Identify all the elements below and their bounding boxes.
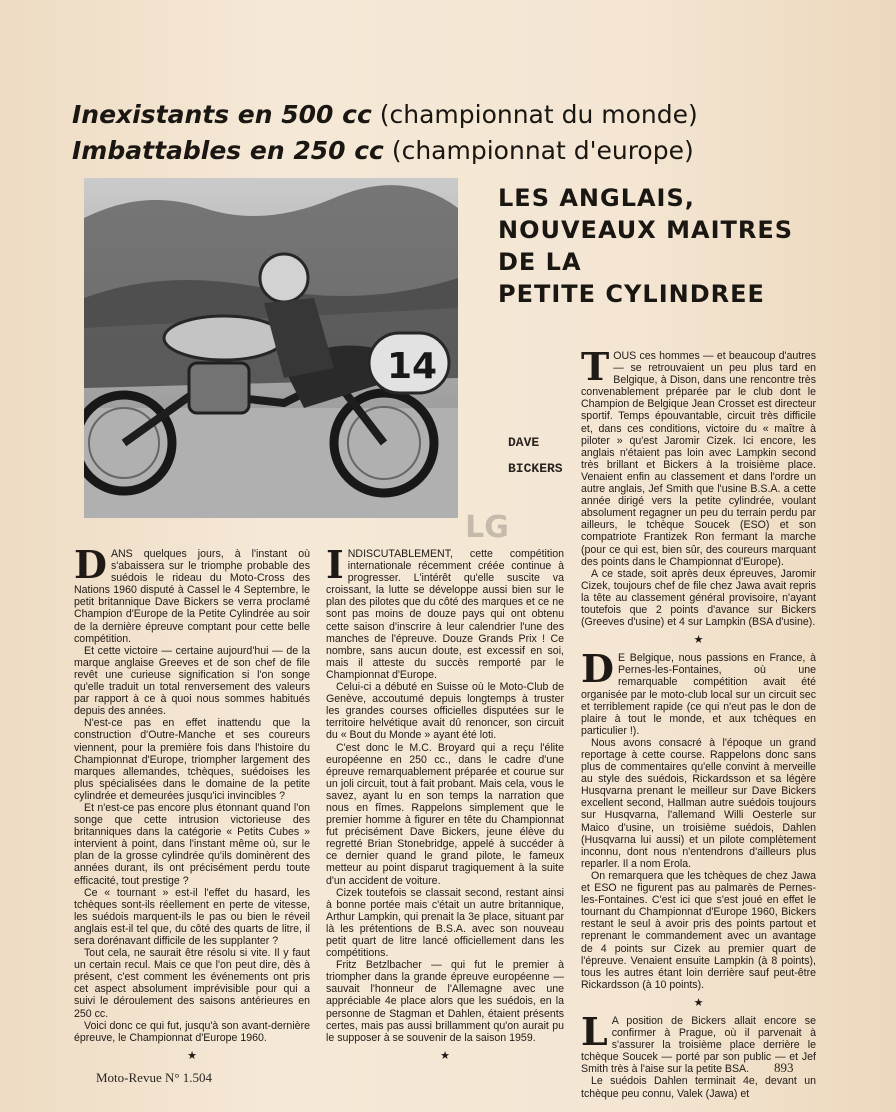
paragraph: D E Belgique, nous passions en France, à Pernes-les-Fontaines, où une remarquable compétition avait été organisée par le moto-club local sur un circuit sec et terriblement rapide (ce qui n'eut pas le don de plaire à tout le monde, et aux tchèques en particulier !). [581, 646, 816, 737]
caption-line: DAVE [508, 435, 540, 450]
headline-2-rest: (championnat d'europe) [391, 136, 694, 165]
headline-1-bold: Inexistants en 500 cc [72, 100, 372, 129]
page-number: 893 [774, 1060, 794, 1075]
paragraph: N'est-ce pas en effet inattendu que la construction d'Outre-Manche et ses coureurs viennent, pour la première fois dans l'histoire du Championnat d'Europe, triompher largement des marques allemandes, tchèques, suédoises les plus spécialisées dans le domaine de la petite cylindrée et demeurées jusqu'ici invincibles ? [74, 717, 310, 802]
title-line: PETITE CYLINDREE [498, 280, 765, 308]
caption-line: BICKERS [508, 461, 563, 476]
paragraph: Ce « tournant » est-il l'effet du hasard, les tchèques sont-ils réellement en perte de vitesse, les suédois marquent-ils le pas ou bien le réveil anglais est-il tel que, du côté des quarts de litre, il sera dorénavant difficile de les supplanter ? [74, 886, 310, 947]
title-line: DE LA [498, 248, 582, 276]
drop-cap: D [581, 646, 614, 692]
paragraph: Et n'est-ce pas encore plus étonnant quand l'on songe que cette intrusion victorieuse des britanniques dans la catégorie « Petits Cubes » intervient à point, dans l'instant même où, sur le plan de la grosse cylindrée qu'ils dominèrent des années durant, ils ont précisément perdu toute efficacité, tout prestige ? [74, 801, 310, 887]
article-column-3 [581, 344, 816, 1100]
section-star: ★ [440, 1049, 450, 1062]
section-star: ★ [693, 996, 704, 1009]
section-star: ★ [187, 1049, 197, 1062]
paragraph: A ce stade, soit après deux épreuves, Jaromir Cizek, toujours chef de file chez Jawa avait repris la tête au classement général provisoire, n'ayant toutefois que 2 points d'avance sur Bickers (Greeves d'usine) et 4 sur Lampkin (BSA d'usine). [581, 567, 816, 629]
drop-cap: L [581, 1008, 608, 1054]
headline-line-2 [72, 136, 694, 166]
title-line: NOUVEAUX MAITRES [498, 216, 794, 244]
drop-cap: T [581, 344, 610, 389]
paragraph: Et cette victoire — certaine aujourd'hui — de la marque anglaise Greeves et de son chef de file revêt une curieuse signification si l'on songe qu'elle traduit un total renversement des valeurs par rapport à ce à quoi nous sommes habitués depuis des années. [74, 644, 310, 718]
number-plate-text: 14 [387, 346, 438, 387]
paragraph: TOUS ces hommes — et beaucoup d'autres — se retrouvaient un peu plus tard en Belgique, à Dison, dans une rencontre très convenablement préparée par le club dont le Champion de Belgique Jean Crosset est directeur sportif. Temps épouvantable, circuit très difficile et, dans ces conditions, victoire du « maître à piloter » qu'est Jaromir Cizek. Ici encore, les anglais n'étaient pas loin avec Lampkin second très brillant et Bickers à la troisième place. Venaient enfin au classement et dans l'ordre un autre anglais, Jef Smith que l'usine B.S.A. a cette année dirigé vers la petite cylindrée, voulant absolument regagner un peu du terrain perdu par ailleurs, le tchèque Soucek (ESO) et son compatriote Frantizek Ron fermant la marche (pour ce qui est, bien sûr, des coureurs marquant des points dans le Championnat d'Europe). [581, 344, 816, 568]
publication-footer: Moto-Revue N° 1.504 [96, 1070, 213, 1085]
paragraph: Voici donc ce qui fut, jusqu'à son avant-dernière épreuve, le Championnat d'Europe 1960. [74, 1019, 310, 1044]
paragraph: On remarquera que les tchèques de chez Jawa et ESO ne figurent pas au palmarès de Pernes-les-Fontaines. C'est ici que s'est joué en effet le tournant du Championnat d'Europe 1960, Bickers restant le seul à avoir pris des points partout et reprenant le commandement avec un avantage de 4 points sur Cizek au premier quart de l'épreuve. Venaient ensuite Lampkin (à 8 points), tous les autres étant loin derrière sauf peut-être Rickardsson (à 10 points). [581, 869, 816, 991]
headline-line-1 [72, 100, 698, 130]
paragraph: Tout cela, ne saurait être résolu si vite. Il y faut un certain recul. Mais ce que l'on peut dire, dès à présent, c'est comment les événements ont pris cet aspect absolument imprévisible pour qui a suivi le déroulement des saisons antérieures en 250 cc. [74, 947, 310, 1020]
drop-cap: I [326, 542, 344, 587]
photo-caption [508, 430, 563, 482]
motocross-rider-photo [84, 178, 458, 518]
paragraph: Cizek toutefois se classait second, restant ainsi à bonne portée mais c'était un autre britannique, Arthur Lampkin, qui prenait la 3e place, situant par là les prétentions de B.S.A. avec son nouveau petit quart de litre lancé officiellement dans les compétitions. [326, 886, 564, 960]
paragraph: Celui-ci a débuté en Suisse où le Moto-Club de Genève, accoutumé depuis longtemps à truster les grandes courses officielles disputées sur le territoire helvétique avait dû renoncer, son circuit du « Bout du Monde » ayant été loti. [326, 681, 564, 742]
paragraph: INDISCUTABLEMENT, cette compétition internationale récemment créée continue à progresser. L'intérêt qu'elle suscite va croissant, la lutte se développe aussi bien sur le plan des pilotes que du côté des marques et ce ne sont pas moins de douze pays qui ont obtenu cette saison d'inscrire à leur calendrier l'une des manches de l'épreuve. Douze Grands Prix ! Ce nombre, sans aucun doute, est excessif en soi, mais il atteste du succès remporté par le Championnat d'Europe. [326, 542, 564, 681]
paragraph: L A position de Bickers allait encore se confirmer à Prague, où il parvenait à s'assurer la troisième place derrière le tchèque Soucek — porté par son public — et Jef Smith très à l'aise sur la petite BSA. [581, 1008, 816, 1076]
watermark: LG [465, 510, 509, 545]
section-star: ★ [693, 634, 704, 647]
headline-2-bold: Imbattables en 250 cc [72, 136, 384, 165]
article-title [498, 182, 828, 310]
article-column-2 [326, 542, 564, 1068]
paragraph: Le suédois Dahlen terminait 4e, devant un tchèque peu connu, Valek (Jawa) et [581, 1075, 816, 1100]
title-line: LES ANGLAIS, [498, 184, 695, 212]
headline-1-rest: (championnat du monde) [379, 100, 698, 129]
paragraph: C'est donc le M.C. Broyard qui a reçu l'élite européenne en 250 cc., dans le cadre d'une épreuve remarquablement préparée et courue sur un joli circuit, tout à fait probant. Mais cela, vous le savez, ayant lu en son temps la narration que nous en fîmes. Rappelons simplement que le premier homme à figurer en tête du Championnat fut précisément Dave Bickers, jeune élève du regretté Brian Stonebridge, appelé à succéder à ce dernier quand le grand pilote, le fameux metteur au point disparut tragiquement à la suite d'un accident de voiture. [326, 741, 564, 887]
paragraph: DANS quelques jours, à l'instant où s'abaissera sur le triomphe probable des suédois le rideau du Moto-Cross des Nations 1960 disputé à Cassel le 4 Septembre, le petit britannique Dave Bickers se verra proclamé Champion d'Europe de la Petite Cylindrée au soir de la dernière épreuve comptant pour cette belle compétition. [74, 542, 310, 645]
paragraph: Nous avons consacré à l'époque un grand reportage à cette course. Rappelons donc sans plus de commentaires qu'elle convint à merveille au style des suédois, Rickardsson et sa légère Husqvarna prenant le meilleur sur Dave Bickers excellent second, Hallman autre suédois toujours sur Husqvarna, l'allemand Willi Oesterle sur Maico d'usine, un troisième suédois, Dahlen (Husqvarna lui aussi) et un pilote complètement inconnu, dont nous n'entendrons d'ailleurs plus reparler. Il a nom Erola. [581, 736, 816, 870]
article-column-1 [74, 542, 310, 1068]
paragraph: Fritz Betzlbacher — qui fut le premier à triompher dans la grande épreuve européenne — sauvait l'honneur de l'Allemagne avec une appréciable 4e place alors que les suédois, en la personne de Stagman et Dahlen, étaient présents certes, mais pas aussi brillamment qu'on aurait pu le supposer à se souvenir de la saison 1959. [326, 959, 564, 1044]
photo-illustration [84, 178, 458, 518]
drop-cap: D [74, 542, 107, 587]
